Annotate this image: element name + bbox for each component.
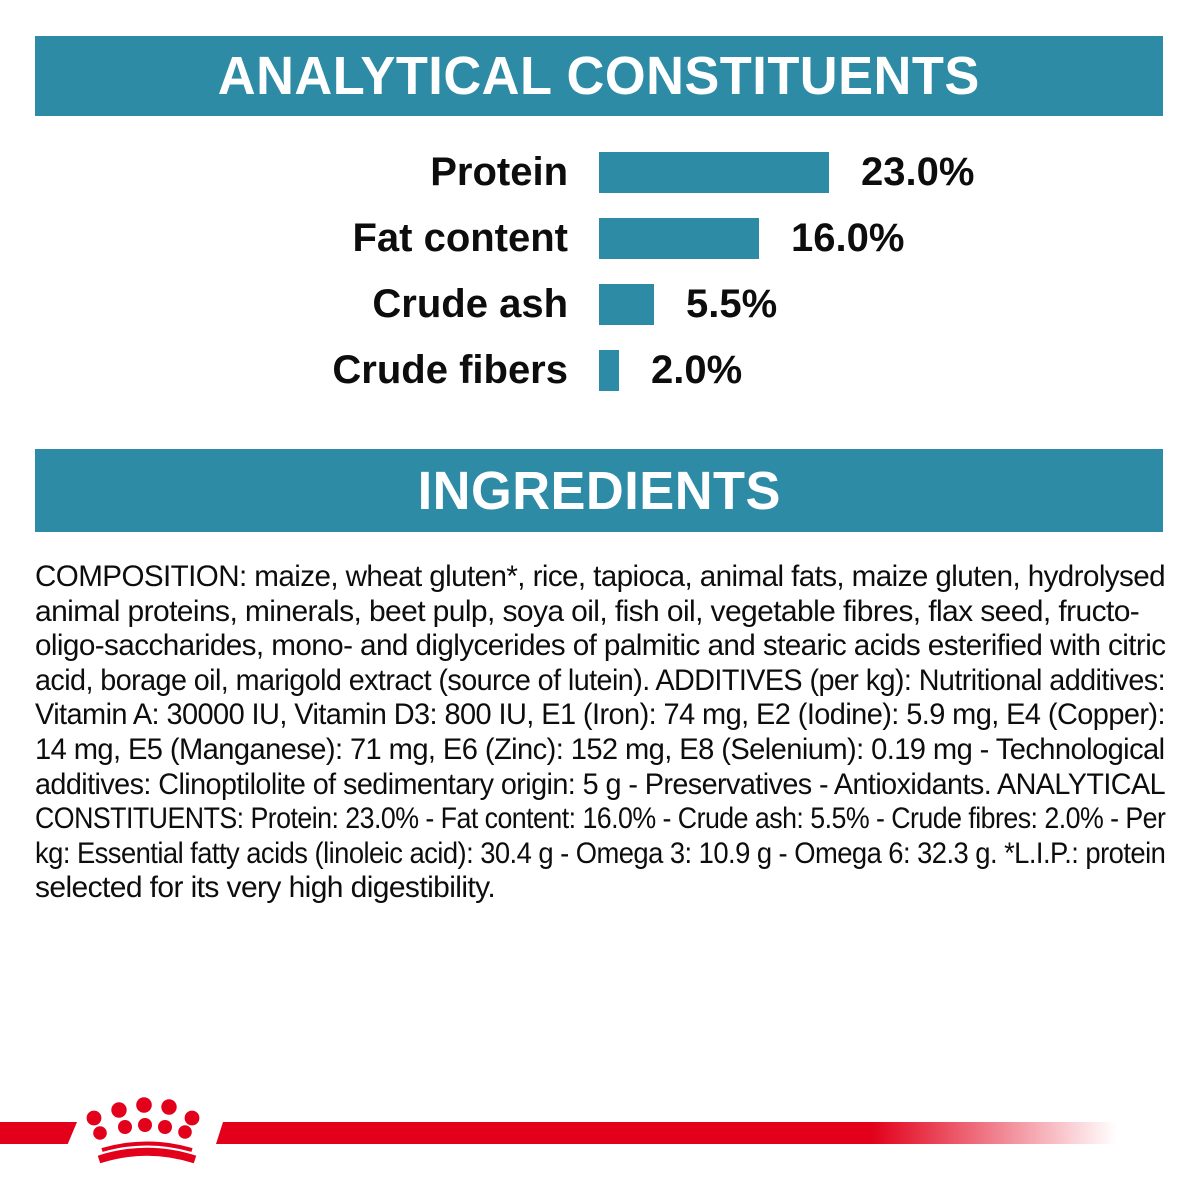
chart-bar (599, 152, 829, 193)
chart-bar (599, 218, 759, 259)
ingredients-text-line: CONSTITUENTS: Protein: 23.0% - Fat content: 16.0% - Crude ash: 5.5% - Crude fibres: 2.0% - Per (35, 802, 1166, 836)
analytical-constituents-title: ANALYTICAL CONSTITUENTS (218, 46, 980, 106)
chart-category-label: Protein (430, 150, 568, 194)
ingredients-header (35, 449, 1163, 532)
ingredients-text-line: oligo-saccharides, mono- and diglycerides of palmitic and stearic acids esterified with citric (35, 629, 1166, 663)
ingredients-text-line: selected for its very high digestibility. (35, 871, 496, 905)
ingredients-text-line: COMPOSITION: maize, wheat gluten*, rice, tapioca, animal fats, maize gluten, hydrolysed (35, 560, 1165, 593)
ingredients-text-line: animal proteins, minerals, beet pulp, soya oil, fish oil, vegetable fibres, flax seed, fructo- (35, 594, 1140, 628)
royal-canin-crown-logo (82, 1094, 212, 1169)
ingredients-text-line: acid, borage oil, marigold extract (source of lutein). ADDITIVES (per kg): Nutritional additives: (35, 663, 1165, 697)
ingredients-text-line: additives: Clinoptilolite of sedimentary origin: 5 g - Preservatives - Antioxidants. ANALYTICAL (35, 767, 1166, 801)
chart-category-label: Crude fibers (332, 348, 568, 392)
ingredients-text-line: 14 mg, E5 (Manganese): 71 mg, E6 (Zinc): 152 mg, E8 (Selenium): 0.19 mg - Technological (35, 732, 1165, 766)
red-divider-right (216, 1122, 1126, 1144)
ingredients-composition-text (35, 560, 1165, 906)
chart-category-label: Crude ash (372, 282, 568, 326)
chart-bar (599, 350, 619, 391)
chart-value-label: 2.0% (651, 348, 743, 392)
red-divider-left (0, 1122, 77, 1144)
ingredients-text-line: kg: Essential fatty acids (linoleic acid): 30.4 g - Omega 3: 10.9 g - Omega 6: 32.3 g. *L.I.P.: protein (35, 836, 1166, 870)
chart-value-label: 23.0% (861, 150, 975, 194)
chart-value-label: 5.5% (686, 282, 778, 326)
ingredients-title: INGREDIENTS (417, 460, 781, 521)
chart-value-label: 16.0% (791, 216, 905, 260)
ingredients-text-line: Vitamin A: 30000 IU, Vitamin D3: 800 IU, E1 (Iron): 74 mg, E2 (Iodine): 5.9 mg, E4 (Copper): (35, 698, 1165, 732)
chart-bar (599, 284, 654, 325)
chart-category-label: Fat content (352, 216, 568, 260)
